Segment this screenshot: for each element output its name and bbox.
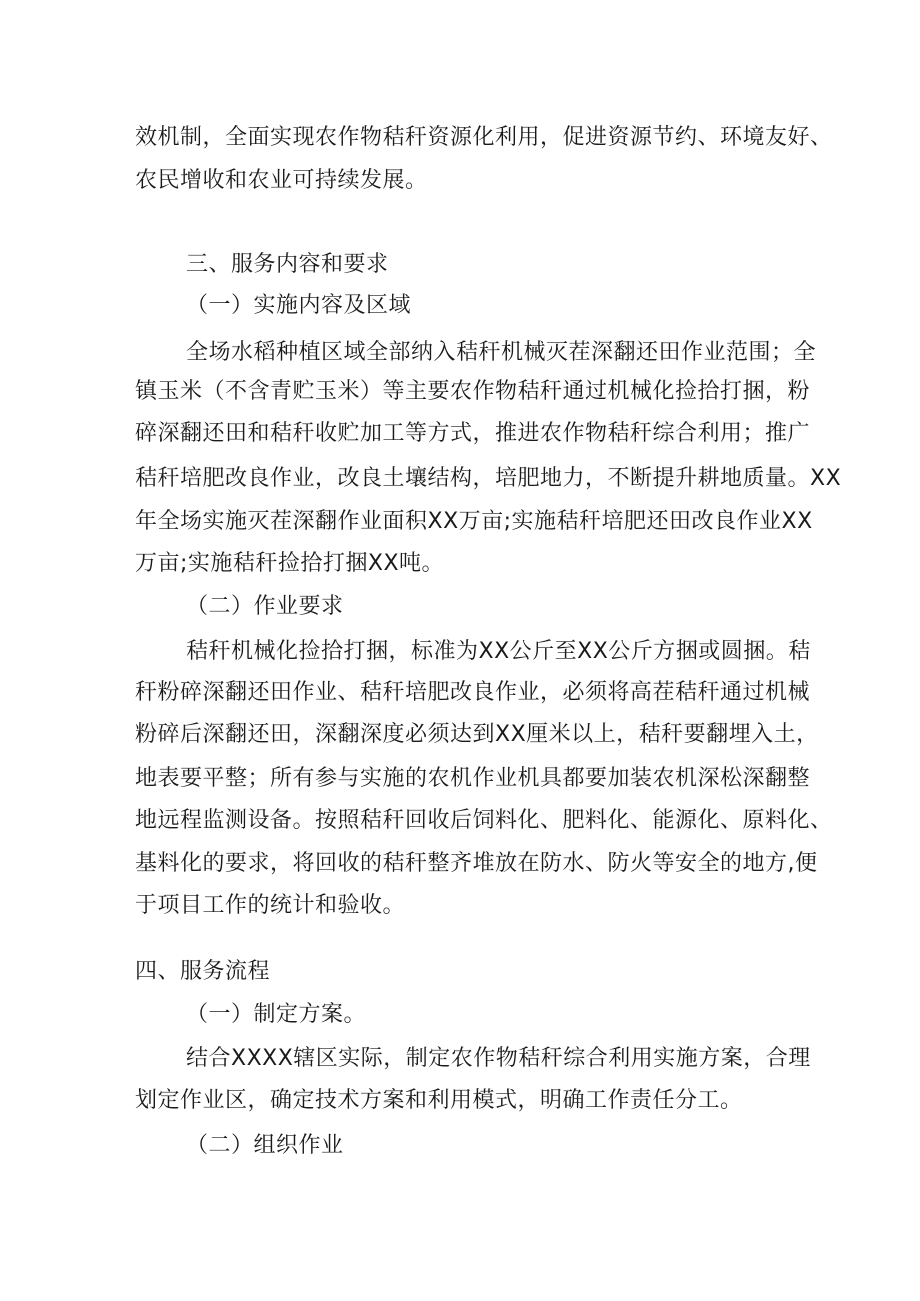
subsection-heading-3-2: （二）作业要求 xyxy=(186,594,344,619)
paragraph-line: 碎深翻还田和秸秆收贮加工等方式，推进农作物秸秆综合利用；推广 xyxy=(135,421,811,446)
paragraph-line: 秸秆机械化捡拾打捆，标准为XX公斤至XX公斤方捆或圆捆。秸 xyxy=(186,639,811,664)
paragraph-line: 秆粉碎深翻还田作业、秸秆培肥改良作业，必须将高茬秸秆通过机械 xyxy=(135,680,811,705)
paragraph-line: 秸秆培肥改良作业，改良土壤结构，培肥地力，不断提升耕地质量。XX xyxy=(135,466,842,491)
paragraph-line: 于项目工作的统计和验收。 xyxy=(135,893,406,918)
paragraph-line: 镇玉米（不含青贮玉米）等主要农作物秸秆通过机械化捡拾打捆，粉 xyxy=(135,379,811,404)
subsection-heading-4-2: （二）组织作业 xyxy=(186,1133,344,1158)
section-heading-3: 三、服务内容和要求 xyxy=(186,252,389,277)
paragraph-line: 粉碎后深翻还田，深翻深度必须达到XX厘米以上，秸秆要翻埋入土， xyxy=(135,722,819,747)
section-heading-4: 四、服务流程 xyxy=(135,959,271,984)
subsection-heading-3-1: （一）实施内容及区域 xyxy=(186,293,412,318)
paragraph-line: 年全场实施灭茬深翻作业面积XX万亩;实施秸秆培肥还田改良作业XX xyxy=(135,509,813,534)
paragraph-line: 全场水稻种植区域全部纳入秸秆机械灭茬深翻还田作业范围；全 xyxy=(186,340,817,365)
paragraph-line: 基料化的要求，将回收的秸秆整齐堆放在防水、防火等安全的地方,便 xyxy=(135,851,818,876)
paragraph-line: 地远程监测设备。按照秸秆回收后饲料化、肥料化、能源化、原料化、 xyxy=(135,808,833,833)
paragraph-line: 农民增收和农业可持续发展。 xyxy=(135,168,428,193)
paragraph-line: 结合XXXX辖区实际，制定农作物秸秆综合利用实施方案，合理 xyxy=(186,1046,811,1071)
paragraph-line: 划定作业区，确定技术方案和利用模式，明确工作责任分工。 xyxy=(135,1088,743,1113)
paragraph-line: 万亩;实施秸秆捡拾打捆XX吨。 xyxy=(135,551,445,576)
subsection-heading-4-1: （一）制定方案。 xyxy=(186,1002,367,1027)
paragraph-line: 效机制，全面实现农作物秸秆资源化利用，促进资源节约、环境友好、 xyxy=(135,125,833,150)
paragraph-line: 地表要平整；所有参与实施的农机作业机具都要加装农机深松深翻整 xyxy=(135,766,811,791)
